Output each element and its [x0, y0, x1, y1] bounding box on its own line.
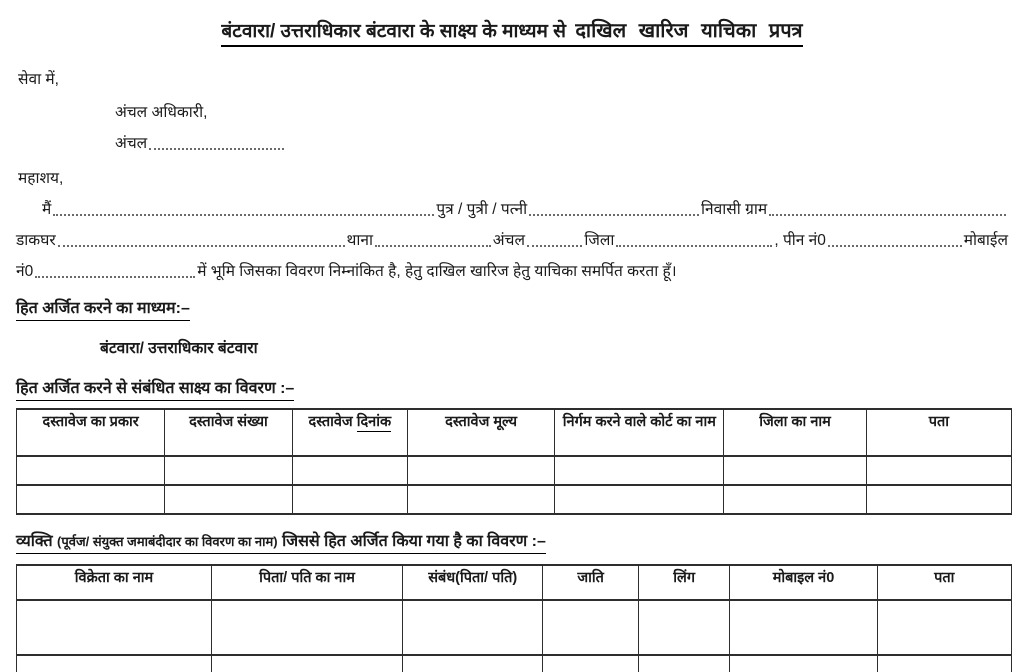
label-district: जिला: [584, 232, 615, 249]
label-no: नं0: [16, 263, 34, 280]
empty-cell: [543, 655, 639, 672]
col-gender: लिंग: [638, 565, 730, 600]
empty-cell: [724, 485, 866, 514]
label-mobile: मोबाईल: [963, 232, 1009, 249]
paragraph-line-1: [16, 197, 1008, 219]
empty-cell: [403, 600, 543, 655]
col-doc-date-prefix: दस्तावेज: [308, 414, 353, 430]
evidence-table-header-row: [17, 409, 1012, 456]
salutation-anchal-line: [115, 131, 1008, 153]
district-blank-field: [616, 245, 772, 247]
col-relation: संबंध(पिता/ पति): [403, 565, 543, 600]
col-doc-date-word: दिनांक: [356, 414, 392, 430]
empty-cell: [17, 456, 165, 485]
title-part-1: बंटवारा/ उत्तराधिकार बंटवारा के साक्ष्य के माध्यम से: [221, 21, 567, 42]
empty-cell: [403, 655, 543, 672]
section3-parenthetical: (पूर्वज/ संयुक्त जमाबंदीदार का विवरण का नाम): [57, 534, 278, 549]
applicant-name-blank-field: [53, 214, 434, 216]
greeting: महाशय,: [18, 170, 64, 187]
col-father-husband-name: पिता/ पति का नाम: [212, 565, 403, 600]
section1-heading-row: [16, 296, 1008, 321]
empty-cell: [212, 655, 403, 672]
anchal-blank-field: [149, 148, 284, 150]
village-blank-field: [769, 214, 1006, 216]
police-station-blank-field: [375, 245, 491, 247]
label-pin: , पीन नं0: [774, 232, 826, 249]
empty-cell: [408, 485, 555, 514]
empty-cell: [292, 485, 407, 514]
col-seller-name: विक्रेता का नाम: [17, 565, 212, 600]
salutation-officer: अंचल अधिकारी,: [115, 104, 208, 121]
empty-cell: [17, 485, 165, 514]
evidence-table-empty-row: [17, 456, 1012, 485]
empty-cell: [555, 485, 724, 514]
person-table-empty-row: [17, 655, 1012, 672]
empty-cell: [165, 485, 292, 514]
empty-cell: [866, 456, 1011, 485]
section2-heading-row: [16, 376, 1008, 401]
section2-heading: हित अर्जित करने से संबंधित साक्ष्य का विवरण :–: [16, 376, 294, 401]
section3-heading-row: [16, 529, 1008, 554]
empty-cell: [877, 655, 1011, 672]
post-office-blank-field: [58, 245, 345, 247]
col-caste: जाति: [543, 565, 639, 600]
salutation-to: सेवा में,: [18, 71, 59, 88]
mobile-number-blank-field: [35, 276, 195, 278]
empty-cell: [165, 456, 292, 485]
label-i: मैं: [42, 201, 52, 218]
label-police-station: थाना: [346, 232, 374, 249]
paragraph-line-3: [16, 259, 1008, 281]
empty-cell: [638, 600, 730, 655]
person-table-empty-row: [17, 600, 1012, 655]
petition-statement: में भूमि जिसका विवरण निम्नांकित है, हेतु दाखिल खारिज हेतु याचिका समर्पित करता हूँ।: [197, 263, 677, 280]
empty-cell: [555, 456, 724, 485]
empty-cell: [543, 600, 639, 655]
empty-cell: [866, 485, 1011, 514]
pin-blank-field: [828, 245, 962, 247]
evidence-table-empty-row: [17, 485, 1012, 514]
evidence-details-table: [16, 408, 1012, 515]
empty-cell: [877, 600, 1011, 655]
empty-cell: [292, 456, 407, 485]
col-doc-type: दस्तावेज का प्रकार: [17, 409, 165, 456]
anchal2-blank-field: [527, 245, 582, 247]
section3-prefix: व्यक्ति: [16, 533, 53, 550]
empty-cell: [724, 456, 866, 485]
document-title: [16, 16, 1008, 47]
empty-cell: [730, 655, 877, 672]
col-doc-value: दस्तावेज मूल्य: [408, 409, 555, 456]
empty-cell: [17, 600, 212, 655]
person-details-table: [16, 564, 1012, 672]
label-anchal: अंचल: [492, 232, 525, 249]
empty-cell: [408, 456, 555, 485]
empty-cell: [212, 600, 403, 655]
anchal-label: अंचल: [115, 135, 148, 152]
col-address2: पता: [877, 565, 1011, 600]
col-court-name: निर्गम करने वाले कोर्ट का नाम: [555, 409, 724, 456]
empty-cell: [730, 600, 877, 655]
empty-cell: [638, 655, 730, 672]
label-resident-village: निवासी ग्राम: [701, 201, 768, 218]
col-doc-number: दस्तावेज संख्या: [165, 409, 292, 456]
section3-suffix: जिससे हित अर्जित किया गया है का विवरण :–: [282, 533, 546, 550]
acquisition-medium-value: बंटवारा/ उत्तराधिकार बंटवारा: [100, 340, 258, 357]
label-post-office: डाकघर: [16, 232, 56, 249]
col-district-name: जिला का नाम: [724, 409, 866, 456]
section1-heading: हित अर्जित करने का माध्यम:–: [16, 296, 190, 321]
person-table-header-row: [17, 565, 1012, 600]
title-part-2: दाखिल खारिज याचिका प्रपत्र: [575, 20, 803, 42]
empty-cell: [17, 655, 212, 672]
col-mobile-number: मोबाइल नं0: [730, 565, 877, 600]
relative-name-blank-field: [529, 214, 699, 216]
paragraph-line-2: [16, 228, 1008, 250]
col-doc-date: [292, 409, 407, 456]
label-son-daughter-wife: पुत्र / पुत्री / पत्नी: [436, 201, 528, 218]
col-address: पता: [866, 409, 1011, 456]
